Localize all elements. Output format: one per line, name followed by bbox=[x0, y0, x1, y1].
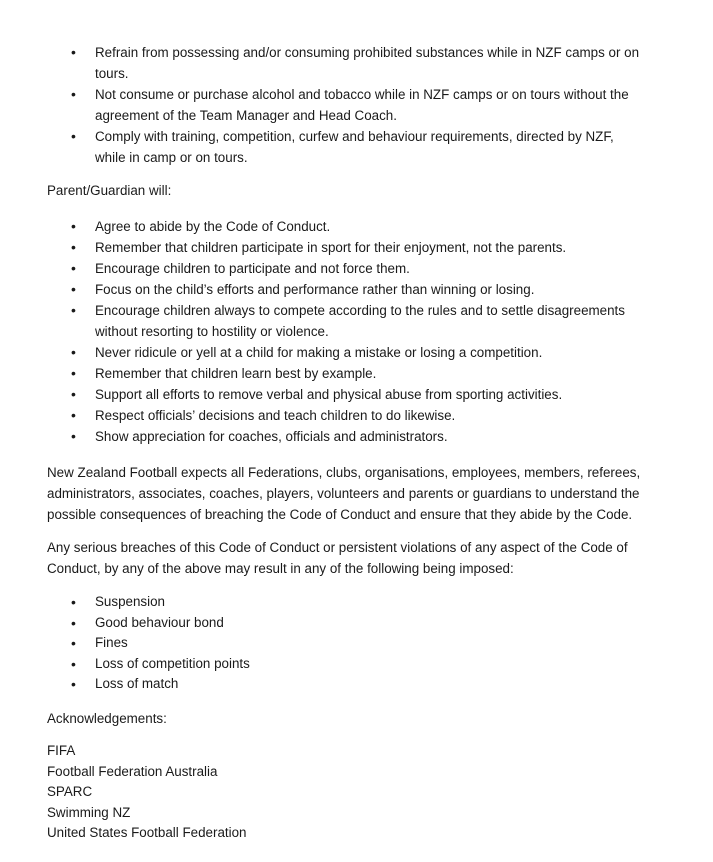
list-item-text: Not consume or purchase alcohol and tobacco while in NZF camps or on tours without the agreement of the Team Manager and Head Coach. bbox=[95, 87, 629, 123]
bullet-icon: • bbox=[71, 594, 76, 610]
list-item bbox=[47, 84, 647, 126]
bullet-icon: • bbox=[71, 365, 76, 381]
breaches-paragraph: Any serious breaches of this Code of Conduct or persistent violations of any aspect of the Code of Conduct, by any of the above may result in any of the following being imposed: bbox=[47, 540, 628, 576]
parent-obligations-list bbox=[47, 216, 647, 447]
list-item bbox=[47, 405, 647, 426]
bullet-icon: • bbox=[71, 281, 76, 297]
list-item bbox=[47, 613, 647, 634]
bullet-icon: • bbox=[71, 260, 76, 276]
bullet-icon: • bbox=[71, 128, 76, 144]
player-obligations-list bbox=[47, 42, 647, 168]
acknowledgement-item: Swimming NZ bbox=[47, 804, 131, 820]
list-item-text: Never ridicule or yell at a child for making a mistake or losing a competition. bbox=[95, 345, 543, 360]
list-item bbox=[47, 426, 647, 447]
acknowledgements-heading: Acknowledgements: bbox=[47, 711, 167, 726]
list-item bbox=[47, 258, 647, 279]
list-item-text: Remember that children learn best by example. bbox=[95, 366, 377, 381]
bullet-icon: • bbox=[71, 239, 76, 255]
expectations-paragraph: New Zealand Football expects all Federations, clubs, organisations, employees, members, referees, administrators, associates, coaches, players, volunteers and parents or guardians to understand the possible consequences of breaching the Code of Conduct and ensure that they abide by the Code. bbox=[47, 465, 641, 522]
list-item bbox=[47, 654, 647, 675]
list-item-text: Encourage children always to compete according to the rules and to settle disagreements without resorting to hostility or violence. bbox=[95, 303, 625, 339]
list-item bbox=[47, 279, 647, 300]
parent-guardian-heading: Parent/Guardian will: bbox=[47, 183, 172, 198]
bullet-icon: • bbox=[71, 44, 76, 60]
bullet-icon: • bbox=[71, 614, 76, 631]
bullet-icon: • bbox=[71, 407, 76, 423]
list-item bbox=[47, 674, 647, 695]
list-item bbox=[47, 216, 647, 237]
acknowledgement-item: United States Football Federation bbox=[47, 825, 247, 840]
list-item bbox=[47, 384, 647, 405]
bullet-icon: • bbox=[71, 635, 76, 651]
list-item-text: Good behaviour bond bbox=[95, 614, 224, 630]
bullet-icon: • bbox=[71, 86, 76, 102]
list-item-text: Focus on the child’s efforts and performance rather than winning or losing. bbox=[95, 282, 535, 297]
list-item bbox=[47, 42, 647, 84]
list-item-text: Comply with training, competition, curfew and behaviour requirements, directed by NZF, while in camp or on tours. bbox=[95, 129, 614, 165]
list-item bbox=[47, 592, 647, 613]
bullet-icon: • bbox=[71, 428, 76, 444]
acknowledgement-item: SPARC bbox=[47, 784, 93, 799]
list-item bbox=[47, 237, 647, 258]
bullet-icon: • bbox=[71, 218, 76, 234]
list-item-text: Suspension bbox=[95, 594, 165, 609]
list-item-text: Loss of competition points bbox=[95, 655, 250, 671]
list-item bbox=[47, 342, 647, 363]
list-item-text: Show appreciation for coaches, officials and administrators. bbox=[95, 429, 448, 444]
acknowledgement-item: Football Federation Australia bbox=[47, 763, 218, 779]
acknowledgement-item: FIFA bbox=[47, 743, 76, 758]
bullet-icon: • bbox=[71, 676, 76, 692]
list-item-text: Remember that children participate in sport for their enjoyment, not the parents. bbox=[95, 240, 567, 255]
bullet-icon: • bbox=[71, 302, 76, 318]
list-item-text: Respect officials’ decisions and teach children to do likewise. bbox=[95, 408, 456, 423]
list-item bbox=[47, 126, 647, 168]
list-item-text: Loss of match bbox=[95, 676, 179, 691]
list-item-text: Refrain from possessing and/or consuming prohibited substances while in NZF camps or on tours. bbox=[95, 45, 640, 81]
list-item-text: Encourage children to participate and not force them. bbox=[95, 261, 410, 276]
bullet-icon: • bbox=[71, 386, 76, 402]
acknowledgements-list bbox=[47, 741, 247, 844]
bullet-icon: • bbox=[71, 344, 76, 360]
list-item bbox=[47, 300, 647, 342]
penalties-list bbox=[47, 592, 647, 695]
list-item-text: Fines bbox=[95, 635, 128, 650]
list-item-text: Agree to abide by the Code of Conduct. bbox=[95, 219, 331, 234]
list-item bbox=[47, 633, 647, 654]
bullet-icon: • bbox=[71, 655, 76, 672]
list-item bbox=[47, 363, 647, 384]
list-item-text: Support all efforts to remove verbal and physical abuse from sporting activities. bbox=[95, 387, 563, 402]
